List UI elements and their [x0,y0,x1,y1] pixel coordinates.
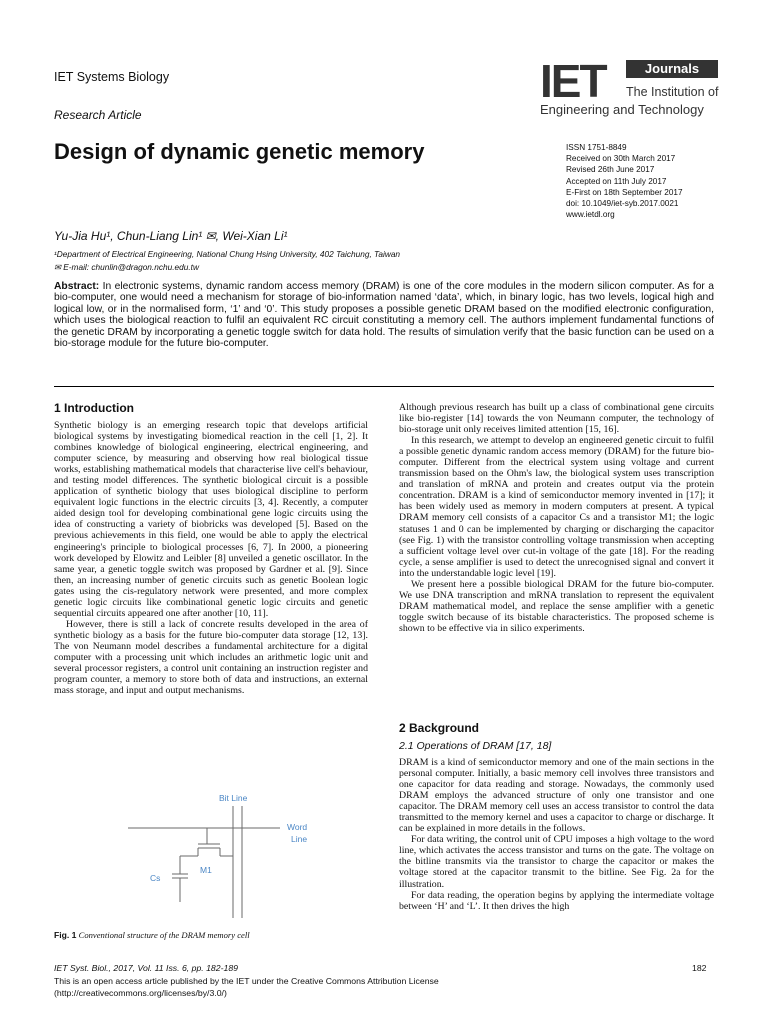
meta-accepted: Accepted on 11th July 2017 [566,176,667,186]
figure-1-caption [54,930,250,940]
paper-title: Design of dynamic genetic memory [54,139,425,164]
author-affiliation: ¹Department of Electrical Engineering, National Chung Hsing University, 402 Taichung, Taiwan [54,249,401,259]
license-url[interactable]: (http://creativecommons.org/licenses/by/3.0/) [54,987,227,998]
background-paragraph-3: For data reading, the operation begins by applying the intermediate voltage between ‘H’ and ‘L’. It then drives the high [399,889,714,912]
intro-paragraph-5: We present here a possible biological DRAM for the future bio-computer. We use DNA transcription and mRNA translation to represent the equivalent DRAM mathematical model, and replace the sense amplifier with a genetic toggle switch because of its bistable characteristics. The proposed scheme is shown to be effective via in silico experiments. [399,578,714,634]
meta-efirst: E-First on 18th September 2017 [566,187,683,197]
article-type: Research Article [54,108,142,122]
logo-iet-text: IET [540,55,606,107]
meta-url[interactable]: www.ietdl.org [566,210,615,220]
section-2-1-heading: 2.1 Operations of DRAM [17, 18] [399,740,552,752]
figure-label-line: Line [291,834,308,844]
right-column-bottom [399,757,714,912]
logo-institution-line2: Engineering and Technology [540,102,704,117]
abstract [54,281,714,349]
intro-paragraph-3: Although previous research has built up a class of combinational gene circuits like bio-register [14] towards the von Neumann computer, the technology of bio-storage unit only receives limited attention [15, 16]. [399,402,714,436]
figure-1-label: Fig. 1 [54,930,77,940]
abstract-divider [54,386,714,387]
footer-citation: IET Syst. Biol., 2017, Vol. 11 Iss. 6, pp. 182-189 [54,963,238,973]
right-column-top [399,402,714,634]
intro-paragraph-4: In this research, we attempt to develop an engineered genetic circuit to fulfil a possible genetic dynamic random access memory (DRAM) for the future bio-computer. Different from the electrical system using voltage and current transmission based on the Ohm's law, the biological system uses transcription and translation of mRNA and protein and creates output via the protein concentration. DRAM is a kind of semiconductor memory invented in [17]; it has been widely used as memory in modern computers at present. A typical DRAM memory cell consists of a capacitor Cs and a transistor M1; the logic statuses 1 and 0 can be implemented by charging or discharging the capacitor (see Fig. 1) with the transistor controlling voltage transmission when accepting a sufficient voltage level over cut-in voltage of the gate [18]. For the reading cycle, a sense amplifier is used to detect the unrecognised signal and convert it into the understandable logic level [19]. [399,435,714,579]
logo-journals-badge: Journals [626,60,718,78]
journal-name: IET Systems Biology [54,70,170,84]
iet-logo [540,55,719,124]
figure-label-m1: M1 [200,865,212,875]
corresponding-email[interactable]: ✉ E-mail: chunlin@dragon.nchu.edu.tw [54,262,199,272]
intro-paragraph-2: However, there is still a lack of concrete results developed in the area of synthetic biology as a basis for the future bio-computer data storage [12, 13]. The von Neumann model describes a fundamental architecture for a digital computer with a processing unit which includes an arithmetic logic unit and several processor registers, a control unit containing an instruction register and program counter, a memory to store both of data and instructions, an external mass storage, and input and output mechanisms. [54,618,368,697]
intro-paragraph-1: Synthetic biology is an emerging research topic that develops artificial biological systems by investigating biomedical reaction in the cell [1, 2]. It combines knowledge of biological engineering, electrical engineering, and computer science, by measuring and observing how real biological tissue works, establishing mathematical models that characterise live cell's behaviour, and testing model differences. The synthetic biological circuit is a possible application of synthetic biology that uses biological discipline to perform equivalent logic functions in the electric circuits [3, 4]. Recently, a computer aided design tool for developing combinational gene logic circuits using the idea of constructing a variety of biobricks was developed [5]. Based on the previous achievements in this field, one would be able to apply the electrical engineering's principle to biological processes [6, 7]. In 2000, a pioneering work developed by Elowitz and Leibler [8] unveiled a genetic oscillator. In the same year, a genetic toggle switch was proposed by Gardner et al. [9]. Since then, an increasing number of genetic circuits such as genetic Boolean logic gates using the cis-regulatory network were presented, and more complex genetic logic circuits like combinational genetic logic circuits and genetic sequential circuits appeared one after another [10, 11]. [54,420,368,619]
figure-1-text: Conventional structure of the DRAM memory cell [76,930,250,940]
background-paragraph-2: For data writing, the control unit of CPU imposes a high voltage to the word line, which activates the access transistor and turns on the gate. The voltage on the bitline transmits via the transistor to charge the capacitor or makes the voltage stored at the capacitor transmit to the bitline. See Fig. 2a for the illustration. [399,834,714,890]
meta-revised: Revised 26th June 2017 [566,165,655,175]
figure-label-cs: Cs [150,873,161,883]
logo-institution-line1: The Institution of [626,85,719,99]
meta-doi[interactable]: doi: 10.1049/iet-syb.2017.0021 [566,199,679,209]
license-line: This is an open access article published by the IET under the Creative Commons Attribution License [54,976,439,986]
page-number: 182 [692,963,707,973]
figure-1-dram-cell-diagram [110,790,330,920]
figure-label-word: Word [287,822,308,832]
article-meta [566,142,683,220]
abstract-label: Abstract: [54,281,100,292]
section-2-heading: 2 Background [399,721,480,735]
meta-issn: ISSN 1751-8849 [566,143,627,152]
author-list: Yu-Jia Hu¹, Chun-Liang Lin¹ ✉, Wei-Xian Li¹ [54,229,288,243]
meta-received: Received on 30th March 2017 [566,154,676,164]
section-1-heading: 1 Introduction [54,401,134,415]
abstract-text: In electronic systems, dynamic random access memory (DRAM) is one of the core modules in the modern silicon computer. As for a bio-computer, one would need a mechanism for storage of bio-information named ‘data’, which, in binary logic, has two levels, logical high and logical low, or in the normalised form, ‘1’ and ‘0’. This study proposes a possible genetic DRAM based on the modified electronic configuration, which uses the biological reaction to fulfil an equivalent RC circuit constituting a memory cell. The authors implement fundamental functions of the genetic DRAM by incorporating a genetic toggle switch for data hold. The results of simulation verify that the basic function can be used on a bio-storage module for the future bio-computer. [54,281,714,350]
license-notice [54,976,439,999]
figure-label-bitline: Bit Line [219,793,248,803]
left-column [54,420,368,696]
background-paragraph-1: DRAM is a kind of semiconductor memory and one of the main sections in the personal computer. Initially, a basic memory cell involves three transistors and one capacitor for data reading and storage. Nowadays, the commonly used DRAM employs the advanced structure of only one transistor and one capacitor. The DRAM memory cell uses an access transistor to control the data transmitted to the memory kernel and uses a capacitor to charge or discharge. It can be explained in more details in the follows. [399,757,714,835]
